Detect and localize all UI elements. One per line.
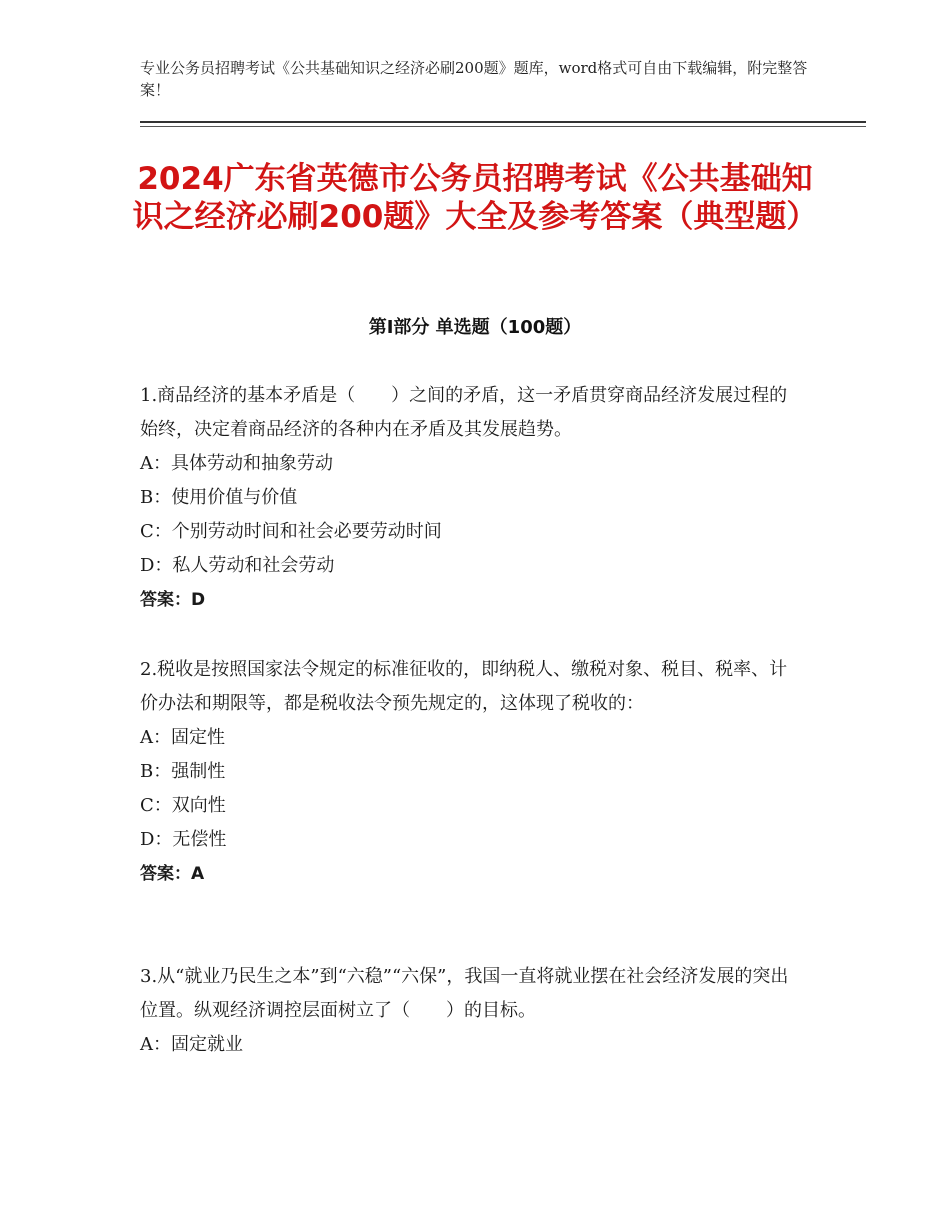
question-answer: 答案：D (140, 590, 206, 610)
question-option: B：强制性 (140, 761, 226, 782)
question-option: D：私人劳动和社会劳动 (140, 555, 335, 576)
question-item (140, 960, 800, 1062)
section-heading: 第Ⅰ部分 单选题（100题） (368, 317, 582, 338)
question-stem: 3.从“就业乃民生之本”到“六稳”“六保”，我国一直将就业摆在社会经济发展的突出位置。纵观经济调控层面树立了（ ）的目标。 (140, 966, 789, 1021)
header-divider-thick (140, 121, 866, 123)
question-stem: 2.税收是按照国家法令规定的标准征收的，即纳税人、缴税对象、税目、税率、计价办法和期限等，都是税收法令预先规定的，这体现了税收的： (140, 659, 788, 714)
question-option: A：固定就业 (140, 1034, 243, 1055)
question-item (140, 653, 800, 891)
document-title: 2024广东省英德市公务员招聘考试《公共基础知识之经济必刷200题》大全及参考答案（典型题） (132, 161, 818, 235)
header-divider-thin (140, 126, 866, 127)
question-option: B：使用价值与价值 (140, 487, 298, 508)
question-option: C：个别劳动时间和社会必要劳动时间 (140, 521, 442, 542)
question-item (140, 379, 800, 617)
question-stem: 1.商品经济的基本矛盾是（ ）之间的矛盾，这一矛盾贯穿商品经济发展过程的始终，决定着商品经济的各种内在矛盾及其发展趋势。 (140, 385, 788, 440)
question-option: C：双向性 (140, 795, 226, 816)
question-option: A：具体劳动和抽象劳动 (140, 453, 333, 474)
question-option: A：固定性 (140, 727, 225, 748)
header-note: 专业公务员招聘考试《公共基础知识之经济必刷200题》题库，word格式可自由下载编辑，附完整答案！ (140, 59, 808, 99)
question-answer: 答案：A (140, 864, 205, 884)
question-option: D：无偿性 (140, 829, 227, 850)
